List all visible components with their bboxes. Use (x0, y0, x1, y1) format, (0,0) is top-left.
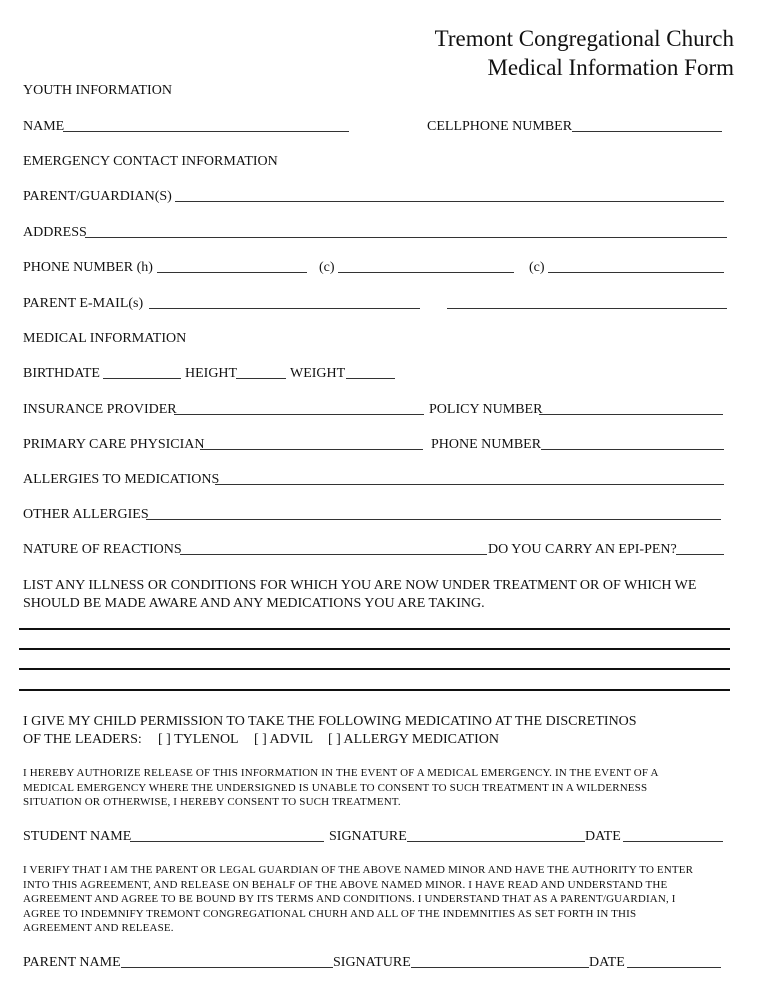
parent-date-field[interactable] (627, 967, 721, 968)
student-date-label: DATE (585, 829, 621, 844)
youth-name-row (23, 118, 729, 136)
parent-signature-field[interactable] (411, 967, 589, 968)
parent-signature-label: SIGNATURE (333, 955, 411, 970)
parent-signature-row (23, 954, 729, 972)
cellphone-label: CELLPHONE NUMBER (427, 119, 573, 134)
student-name-field[interactable] (130, 841, 324, 842)
student-signature-row (23, 828, 729, 846)
form-name: Medical Information Form (487, 55, 734, 80)
student-signature-label: SIGNATURE (329, 829, 407, 844)
height-label: HEIGHT (185, 366, 238, 381)
medication-allergies-field[interactable] (215, 484, 724, 485)
medication-allergies-row (23, 471, 729, 489)
other-allergies-label: OTHER ALLERGIES (23, 507, 149, 522)
tylenol-option[interactable]: [ ] TYLENOL (158, 731, 239, 747)
parent-name-field[interactable] (121, 967, 333, 968)
weight-field[interactable] (346, 378, 395, 379)
verify-line-5: AGREEMENT AND RELEASE. (23, 922, 174, 934)
home-phone-field[interactable] (157, 272, 307, 273)
height-field[interactable] (236, 378, 286, 379)
conditions-line-2: SHOULD BE MADE AWARE AND ANY MEDICATIONS YOU ARE TAKING. (23, 595, 485, 611)
verify-line-3: AGREEMENT AND AGREE TO BE BOUND BY ITS TERMS AND CONDITIONS. I UNDERSTAND THAT AS A PARENT/GUARDIAN, I (23, 893, 676, 905)
parent-email-row (23, 295, 729, 313)
parent-email-field-1[interactable] (149, 308, 420, 309)
insurance-row (23, 401, 729, 419)
cellphone-field[interactable] (572, 131, 722, 132)
authorization-text (23, 766, 733, 810)
form-title (435, 24, 734, 82)
parent-email-label: PARENT E-MAIL(s) (23, 296, 144, 311)
other-allergies-field[interactable] (146, 519, 721, 520)
conditions-write-line-2[interactable] (19, 648, 730, 650)
name-label: NAME (23, 119, 65, 134)
leaders-label: OF THE LEADERS: (23, 731, 142, 747)
weight-label: WEIGHT (290, 366, 346, 381)
parent-guardian-field[interactable] (175, 201, 724, 202)
parent-date-label: DATE (589, 955, 625, 970)
reactions-label: NATURE OF REACTIONS (23, 542, 182, 557)
policy-number-label: POLICY NUMBER (429, 402, 543, 417)
cell-phone-1-label: (c) (319, 260, 335, 275)
body-stats-row (23, 365, 729, 383)
reactions-row (23, 541, 729, 559)
cell-phone-2-field[interactable] (548, 272, 724, 273)
phone-row (23, 259, 729, 277)
conditions-write-line-1[interactable] (19, 628, 730, 630)
policy-number-field[interactable] (539, 414, 723, 415)
conditions-write-line-3[interactable] (19, 668, 730, 670)
advil-option[interactable]: [ ] ADVIL (254, 731, 314, 747)
epipen-field[interactable] (676, 554, 724, 555)
home-phone-label: PHONE NUMBER (h) (23, 260, 153, 275)
verify-line-4: AGREE TO INDEMNIFY TREMONT CONGREGATIONAL CHURH AND ALL OF THE INDEMNITIES AS SET FORTH IN THIS (23, 907, 637, 920)
emergency-section-heading (23, 153, 729, 171)
conditions-line-1: LIST ANY ILLNESS OR CONDITIONS FOR WHICH YOU ARE NOW UNDER TREATMENT OR OF WHICH WE (23, 578, 697, 593)
insurance-provider-field[interactable] (174, 414, 424, 415)
medication-permission (23, 713, 733, 748)
parent-email-field-2[interactable] (447, 308, 727, 309)
permission-line-2 (23, 731, 733, 749)
conditions-write-line-4[interactable] (19, 689, 730, 691)
emergency-heading: EMERGENCY CONTACT INFORMATION (23, 154, 278, 169)
physician-phone-label: PHONE NUMBER (431, 437, 542, 452)
medical-section-heading (23, 330, 729, 348)
allergy-medication-option[interactable]: [ ] ALLERGY MEDICATION (328, 731, 499, 747)
parent-name-label: PARENT NAME (23, 955, 121, 970)
youth-heading: YOUTH INFORMATION (23, 83, 172, 98)
physician-label: PRIMARY CARE PHYSICIAN (23, 437, 205, 452)
conditions-instructions (23, 577, 733, 612)
parent-guardian-row (23, 188, 729, 206)
verification-text (23, 863, 733, 936)
address-row (23, 224, 729, 242)
reactions-field[interactable] (180, 554, 487, 555)
authorize-line-2: MEDICAL EMERGENCY WHERE THE UNDERSIGNED IS UNABLE TO CONSENT TO SUCH TREATMENT IN A WILDERNESS (23, 781, 648, 794)
address-label: ADDRESS (23, 225, 87, 240)
verify-line-1: I VERIFY THAT I AM THE PARENT OR LEGAL GUARDIAN OF THE ABOVE NAMED MINOR AND HAVE THE AUTHORITY TO ENTER (23, 864, 694, 876)
student-name-label: STUDENT NAME (23, 829, 132, 844)
cell-phone-2-label: (c) (529, 260, 545, 275)
birthdate-label: BIRTHDATE (23, 366, 100, 381)
parent-guardian-label: PARENT/GUARDIAN(S) (23, 189, 172, 204)
student-signature-field[interactable] (407, 841, 585, 842)
cell-phone-1-field[interactable] (338, 272, 514, 273)
medication-allergies-label: ALLERGIES TO MEDICATIONS (23, 472, 220, 487)
physician-phone-field[interactable] (541, 449, 724, 450)
birthdate-field[interactable] (103, 378, 181, 379)
medical-heading: MEDICAL INFORMATION (23, 331, 187, 346)
insurance-provider-label: INSURANCE PROVIDER (23, 402, 177, 417)
physician-row (23, 436, 729, 454)
physician-field[interactable] (200, 449, 423, 450)
student-date-field[interactable] (623, 841, 723, 842)
epipen-label: DO YOU CARRY AN EPI-PEN? (488, 542, 677, 557)
authorize-line-1: I HEREBY AUTHORIZE RELEASE OF THIS INFORMATION IN THE EVENT OF A MEDICAL EMERGENCY. IN THE EVENT OF A (23, 767, 659, 779)
verify-line-2: INTO THIS AGREEMENT, AND RELEASE ON BEHALF OF THE ABOVE NAMED MINOR. I HAVE READ AND UNDERSTAND THE (23, 878, 668, 891)
name-field[interactable] (63, 131, 349, 132)
permission-line-1: I GIVE MY CHILD PERMISSION TO TAKE THE FOLLOWING MEDICATINO AT THE DISCRETINOS (23, 714, 637, 729)
youth-section-heading (23, 82, 729, 100)
authorize-line-3: SITUATION OR OTHERWISE, I HEREBY CONSENT TO SUCH TREATMENT. (23, 796, 401, 808)
other-allergies-row (23, 506, 729, 524)
church-name: Tremont Congregational Church (434, 26, 734, 51)
address-field[interactable] (85, 237, 727, 238)
